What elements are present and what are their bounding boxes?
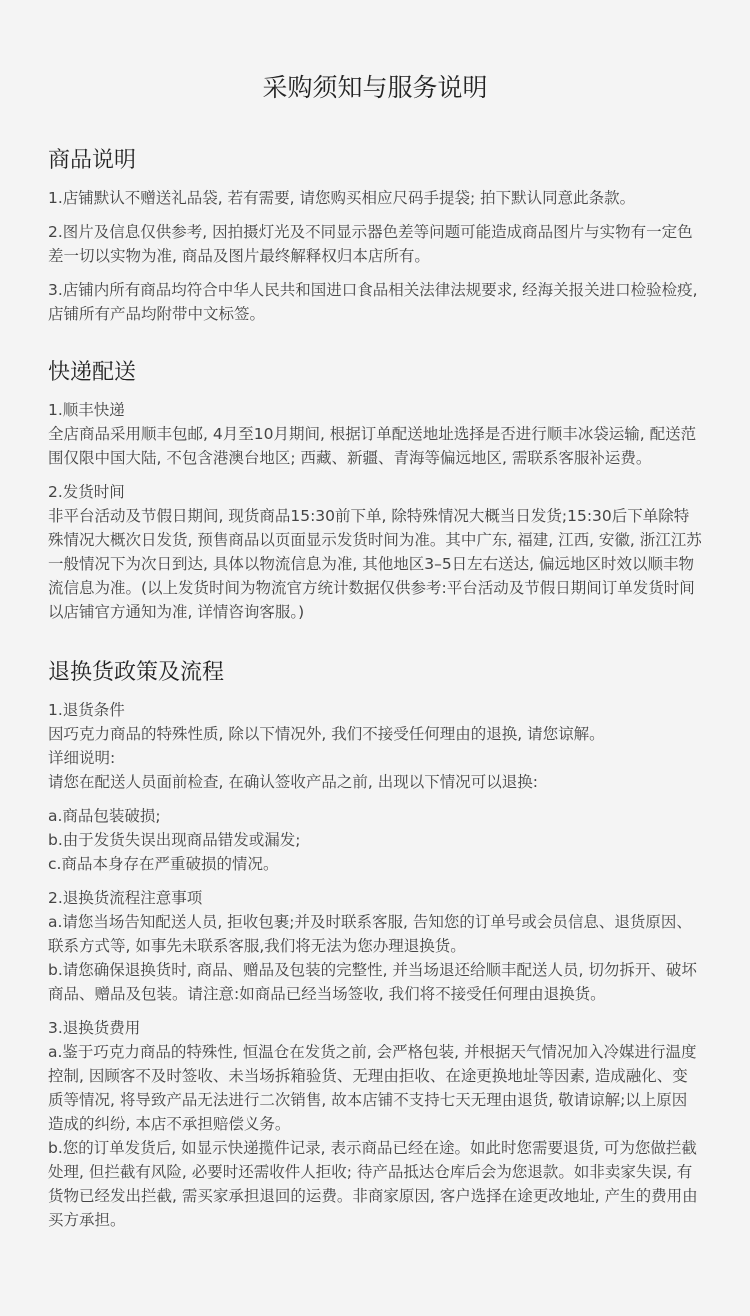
section-heading-goods: 商品说明 bbox=[48, 148, 137, 173]
returns-condition-b: b.由于发货失误出现商品错发或漏发; bbox=[48, 831, 301, 849]
delivery-sub-title-1: 1.顺丰快递 bbox=[48, 401, 125, 419]
returns-detail-text: 请您在配送人员面前检查, 在确认签收产品之前, 出现以下情况可以退换: bbox=[48, 773, 538, 791]
returns-detail-label: 详细说明: bbox=[48, 749, 116, 767]
section-heading-returns: 退换货政策及流程 bbox=[48, 660, 225, 685]
section-heading-delivery: 快递配送 bbox=[48, 360, 137, 385]
returns-sub-title-2: 2.退换货流程注意事项 bbox=[48, 889, 203, 907]
delivery-sub-text-2: 非平台活动及节假日期间, 现货商品15:30前下单, 除特殊情况大概当日发货;15:30后下单除特殊情况大概次日发货, 预售商品以页面显示发货时间为准。其中广东, 福建, 江西, 安徽, 浙江江苏一般情况下为次日到达, 具体以物流信息为准, 其他地区3–5日左右送达, 偏远地区时效以顺丰物流信息为准。(以上发货时间为物流官方统计数据仅供参考:平台活动及节假日期间订单发货时间以店铺官方通知为准, 详情咨询客服。) bbox=[48, 507, 702, 621]
section-delivery bbox=[48, 358, 702, 624]
returns-fee-b: b.您的订单发货后, 如显示快递揽件记录, 表示商品已经在途。如此时您需要退货, 可为您做拦截处理, 但拦截有风险, 必要时还需收件人拒收; 待产品抵达仓库后会为您退款。如非卖家失误, 有货物已经发出拦截, 需买家承担退回的运费。非商家原因, 客户选择在途更改地址, 产生的费用由买方承担。 bbox=[48, 1139, 698, 1229]
returns-sub-text-1: 因巧克力商品的特殊性质, 除以下情况外, 我们不接受任何理由的退换, 请您谅解。 bbox=[48, 725, 605, 743]
returns-process-b: b.请您确保退换货时, 商品、赠品及包装的完整性, 并当场退还给顺丰配送人员, 切勿拆开、破坏商品、赠品及包装。请注意:如商品已经当场签收, 我们将不接受任何理由退换货。 bbox=[48, 961, 697, 1003]
returns-condition-a: a.商品包装破损; bbox=[48, 807, 161, 825]
page-title: 采购须知与服务说明 bbox=[262, 73, 488, 102]
returns-sub-title-1: 1.退货条件 bbox=[48, 701, 125, 719]
section-goods bbox=[48, 146, 702, 326]
returns-fee-a: a.鉴于巧克力商品的特殊性, 恒温仓在发货之前, 会严格包装, 并根据天气情况加入冷媒进行温度控制, 因顾客不及时签收、未当场拆箱验货、无理由拒收、在途更换地址等因素, 造成融化、变质等情况, 将导致产品无法进行二次销售, 故本店铺不支持七天无理由退货, 敬请谅解;以上原因造成的纠纷, 本店不承担赔偿义务。 bbox=[48, 1043, 697, 1133]
delivery-sub-text-1: 全店商品采用顺丰包邮, 4月至10月期间, 根据订单配送地址选择是否进行顺丰冰袋运输, 配送范围仅限中国大陆, 不包含港澳台地区; 西藏、新疆、青海等偏远地区, 需联系客服补运费。 bbox=[48, 425, 697, 467]
section-returns bbox=[48, 658, 702, 1232]
returns-condition-c: c.商品本身存在严重破损的情况。 bbox=[48, 855, 279, 873]
goods-item-1: 1.店铺默认不赠送礼品袋, 若有需要, 请您购买相应尺码手提袋; 拍下默认同意此条款。 bbox=[48, 189, 636, 207]
delivery-sub-title-2: 2.发货时间 bbox=[48, 483, 125, 501]
goods-item-3: 3.店铺内所有商品均符合中华人民共和国进口食品相关法律法规要求, 经海关报关进口检验检疫, 店铺所有产品均附带中文标签。 bbox=[48, 281, 698, 323]
returns-sub-title-3: 3.退换货费用 bbox=[48, 1019, 141, 1037]
goods-item-2: 2.图片及信息仅供参考, 因拍摄灯光及不同显示器色差等问题可能造成商品图片与实物有一定色差一切以实物为准, 商品及图片最终解释权归本店所有。 bbox=[48, 223, 693, 265]
returns-process-a: a.请您当场告知配送人员, 拒收包裹;并及时联系客服, 告知您的订单号或会员信息、退货原因、联系方式等, 如事先未联系客服,我们将无法为您办理退换货。 bbox=[48, 913, 692, 955]
